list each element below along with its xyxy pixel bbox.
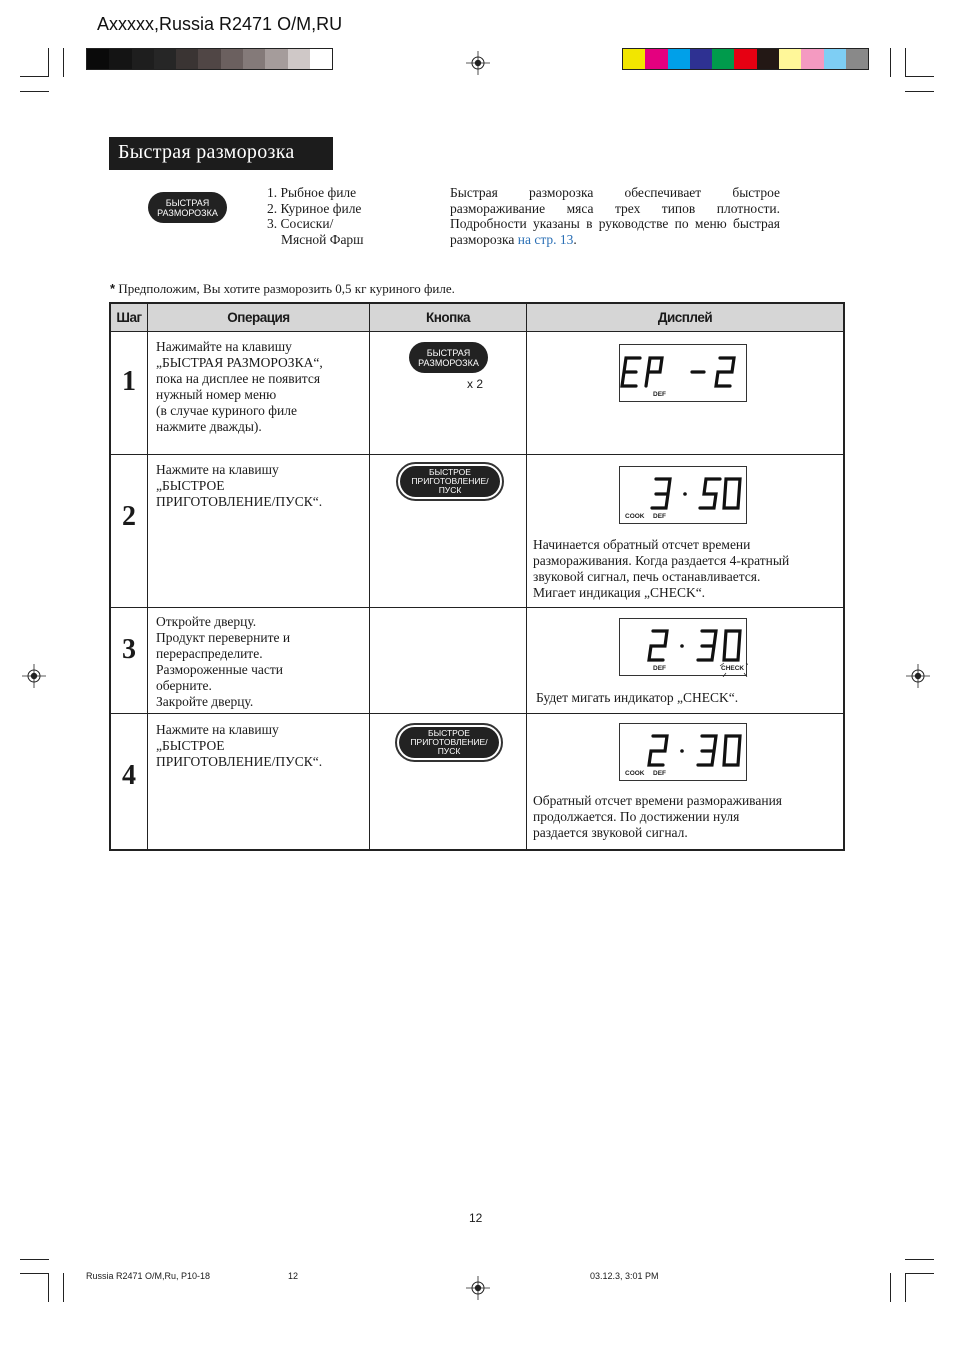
- step-number: 3: [122, 634, 136, 665]
- color-swatch: [801, 49, 823, 69]
- registration-mark-icon: [466, 1276, 490, 1300]
- gray-swatch: [243, 49, 265, 69]
- color-swatch: [846, 49, 868, 69]
- defrost-button[interactable]: [409, 342, 488, 373]
- button-line: ПУСК: [438, 485, 462, 495]
- gray-swatch: [221, 49, 243, 69]
- footnote: [110, 281, 455, 297]
- description-line: раздается звуковой сигнал.: [533, 825, 688, 840]
- button-line: ПУСК: [437, 746, 461, 756]
- color-swatch: [712, 49, 734, 69]
- gray-swatch: [265, 49, 287, 69]
- operation-text: [156, 462, 366, 510]
- button-line: БЫСТРОЕ: [429, 467, 471, 477]
- intro-text: Быстрая разморозка обеспечивает быстрое размораживание мяса трех типов плотности. Подробности указаны в руководстве по меню быстрая разморозка: [450, 185, 780, 247]
- menu-list: [267, 185, 364, 247]
- header-display: Дисплей: [527, 304, 843, 332]
- start-button[interactable]: [396, 462, 504, 501]
- lcd-tag-def: DEF: [653, 665, 666, 672]
- color-swatch: [734, 49, 756, 69]
- color-swatch: [779, 49, 801, 69]
- operation-line: Размороженные части: [156, 662, 284, 677]
- footnote-star: *: [110, 281, 116, 296]
- footer-center: 12: [288, 1271, 299, 1281]
- description-line: Мигает индикация „CHECK“.: [533, 585, 706, 600]
- gray-swatch: [154, 49, 176, 69]
- color-swatch: [623, 49, 645, 69]
- gray-swatch: [288, 49, 310, 69]
- footer-left: Russia R2471 O/M,Ru, P10-18: [86, 1271, 211, 1281]
- operation-line: перераспределите.: [156, 646, 263, 661]
- footnote-text: Предположим, Вы хотите разморозить 0,5 кг куриного филе.: [118, 281, 455, 296]
- header-button: Кнопка: [370, 304, 526, 332]
- lcd-display: [619, 466, 747, 524]
- gray-swatch: [132, 49, 154, 69]
- operation-line: „БЫСТРАЯ РАЗМОРОЗКА“,: [156, 355, 323, 370]
- intro-paragraph: [450, 185, 780, 247]
- page-link[interactable]: на стр. 13: [517, 231, 574, 247]
- description-text: [536, 690, 841, 706]
- press-count: x 2: [467, 377, 484, 391]
- description-line: Обратный отсчет времени размораживания: [533, 793, 783, 808]
- description-text: [533, 537, 838, 601]
- defrost-button-line2: РАЗМОРОЗКА: [157, 207, 218, 218]
- menu-item: Мясной Фарш: [281, 231, 364, 247]
- button-line: БЫСТРОЕ: [428, 728, 470, 738]
- lcd-display: [619, 618, 747, 676]
- page-number: 12: [469, 1211, 483, 1225]
- gray-swatch-bar: [86, 48, 333, 70]
- header-step: Шаг: [111, 304, 147, 332]
- lcd-tag-check: CHECK: [721, 665, 745, 672]
- step-number: 2: [122, 501, 136, 532]
- registration-mark-icon: [906, 664, 930, 688]
- start-button[interactable]: [395, 723, 503, 762]
- operation-line: Нажмите на клавишу: [156, 722, 279, 737]
- document-header-title: Axxxxx,Russia R2471 O/M,RU: [97, 14, 343, 34]
- lcd-tag-def: DEF: [653, 391, 666, 398]
- color-swatch-bar: [622, 48, 869, 70]
- operation-line: пока на дисплее не появится: [156, 371, 321, 386]
- button-line: ПРИГОТОВЛЕНИЕ/: [411, 476, 489, 486]
- description-line: Начинается обратный отсчет времени: [533, 537, 751, 552]
- operation-line: нажмите дважды).: [156, 419, 262, 434]
- menu-item: 1. Рыбное филе: [267, 185, 357, 200]
- operation-line: „БЫСТРОЕ: [156, 478, 225, 493]
- operation-line: Закройте дверцу.: [156, 694, 254, 709]
- description-line: звуковой сигнал, печь останавливается.: [533, 569, 761, 584]
- gray-swatch: [87, 49, 109, 69]
- description-line: размораживания. Когда раздается 4-кратный: [533, 553, 790, 568]
- footer-right: 03.12.3, 3:01 PM: [590, 1271, 659, 1281]
- lcd-display: [619, 344, 747, 402]
- operation-text: [156, 339, 366, 435]
- gray-swatch: [198, 49, 220, 69]
- menu-item: 2. Куриное филе: [267, 200, 362, 216]
- color-swatch: [645, 49, 667, 69]
- section-title: Быстрая разморозка: [109, 137, 333, 170]
- steps-table: [109, 302, 845, 851]
- lcd-display: [619, 723, 747, 781]
- button-line: БЫСТРАЯ: [426, 347, 471, 358]
- operation-line: оберните.: [156, 678, 212, 693]
- operation-line: „БЫСТРОЕ: [156, 738, 225, 753]
- registration-mark-icon: [466, 51, 490, 75]
- lcd-tag-def: DEF: [653, 513, 666, 520]
- operation-text: [156, 722, 366, 770]
- step-number: 4: [122, 760, 136, 791]
- lcd-tag-cook: COOK: [625, 513, 645, 520]
- operation-line: Нажмите на клавишу: [156, 462, 279, 477]
- intro-end: .: [573, 231, 577, 247]
- description-line: продолжается. По достижении нуля: [533, 809, 740, 824]
- defrost-button-line1: БЫСТРАЯ: [165, 197, 210, 208]
- operation-line: нужный номер меню: [156, 387, 277, 402]
- operation-line: ПРИГОТОВЛЕНИЕ/ПУСК“.: [156, 494, 323, 509]
- operation-text: [156, 614, 366, 710]
- operation-line: Продукт переверните и: [156, 630, 291, 645]
- button-line: РАЗМОРОЗКА: [418, 357, 479, 368]
- button-line: ПРИГОТОВЛЕНИЕ/: [410, 737, 488, 747]
- operation-line: ПРИГОТОВЛЕНИЕ/ПУСК“.: [156, 754, 323, 769]
- registration-mark-icon: [22, 664, 46, 688]
- color-swatch: [824, 49, 846, 69]
- step-number: 1: [122, 366, 136, 397]
- gray-swatch: [310, 49, 332, 69]
- color-swatch: [690, 49, 712, 69]
- lcd-tag-cook: COOK: [625, 770, 645, 777]
- menu-item: 3. Сосиски/: [267, 216, 334, 231]
- header-operation: Операция: [148, 304, 369, 332]
- description-line: Будет мигать индикатор „CHECK“.: [536, 690, 739, 705]
- gray-swatch: [109, 49, 131, 69]
- gray-swatch: [176, 49, 198, 69]
- operation-line: Нажимайте на клавишу: [156, 339, 292, 354]
- lcd-tag-def: DEF: [653, 770, 666, 777]
- operation-line: Откройте дверцу.: [156, 614, 257, 629]
- lcd-digits-icon: [620, 345, 748, 403]
- defrost-button-illustration: [148, 192, 227, 223]
- color-swatch: [757, 49, 779, 69]
- operation-line: (в случае куриного филе: [156, 403, 297, 418]
- color-swatch: [668, 49, 690, 69]
- description-text: [533, 793, 838, 841]
